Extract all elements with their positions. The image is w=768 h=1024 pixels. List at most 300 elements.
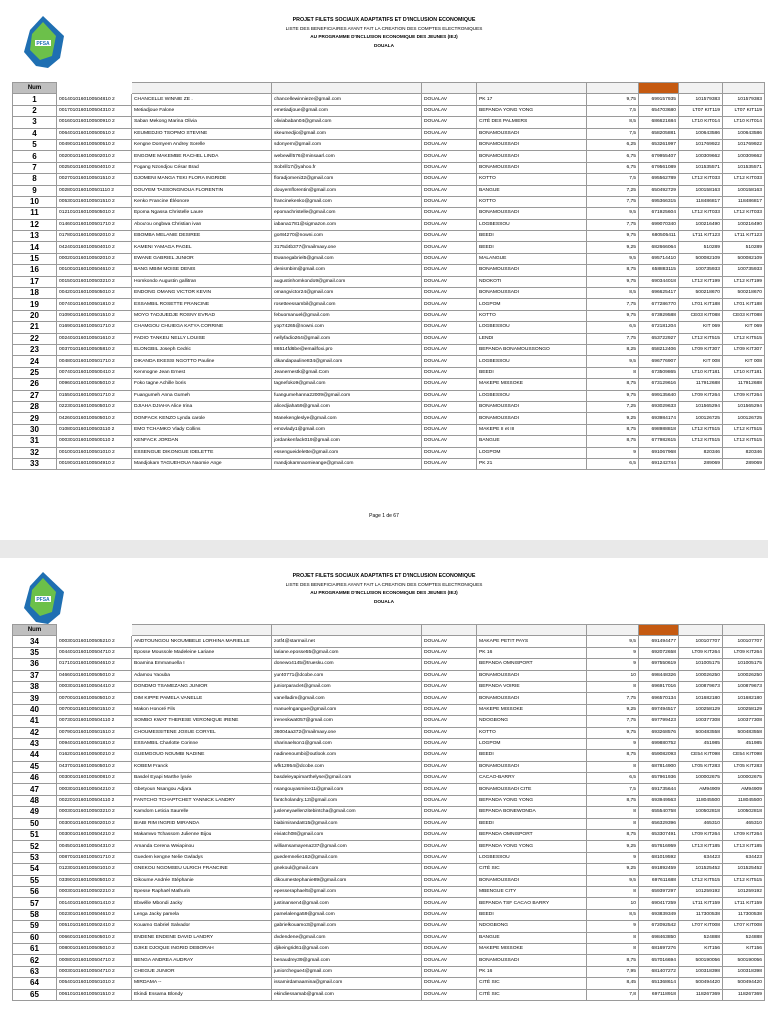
phone-cell: 690417259 (639, 898, 679, 909)
phone-cell: 696917016 (639, 681, 679, 692)
phone-cell: 673129616 (639, 379, 679, 390)
site-cell: DOUALAV (422, 447, 477, 458)
email-cell: francinekenko@gmail.com (272, 196, 422, 207)
phone-cell: 679561089 (639, 162, 679, 173)
email-cell: iabanа1781@sigmazon.com (272, 219, 422, 230)
score-cell: 6,5 (587, 322, 639, 333)
phone-cell: 696776907 (639, 356, 679, 367)
beneficiary-id-cell: 0061010160100501510 2 (57, 989, 132, 1000)
table-row (13, 344, 765, 355)
account-number-copy-cell: LT10 KIT014 (723, 117, 765, 128)
neighborhood-cell: BONAMOUSSADI (477, 139, 587, 150)
account-number-copy-cell: 500082109 (723, 253, 765, 264)
phone-cell: 654703680 (639, 105, 679, 116)
score-cell: 7,25 (587, 185, 639, 196)
account-number-copy-cell: 117912688 (723, 379, 765, 390)
beneficiary-name-cell: Kenmogne Jean Ernest (132, 367, 272, 378)
score-cell: 8,75 (587, 265, 639, 276)
neighborhood-cell: LOGPOM (477, 447, 587, 458)
email-cell: dvdendene@gmail.com (272, 932, 422, 943)
header-cell (422, 625, 477, 636)
table-row (13, 864, 765, 875)
phone-cell: 657961936 (639, 773, 679, 784)
account-number-cell: 100126725 (679, 413, 723, 424)
site-cell: DOUALAV (422, 390, 477, 401)
neighborhood-cell: NDOKOTI (477, 276, 587, 287)
beneficiary-name-cell: MOYO TADJUEDJE ROSNY EVRAD (132, 310, 272, 321)
account-number-cell: 101769922 (679, 139, 723, 150)
neighborhood-cell: BEPANDA TSF CACAO BARRY (477, 898, 587, 909)
account-number-copy-cell: 118045500 (723, 795, 765, 806)
beneficiary-name-cell: BANG MBIM MOISE DENIS (132, 265, 272, 276)
beneficiary-name-cell: Fuangumeh Anna Gumeh (132, 390, 272, 401)
beneficiary-id-cell: 0437010160100505010 2 (57, 761, 132, 772)
site-cell: DOUALAV (422, 943, 477, 954)
email-cell: ekindiessamab@gmail.com (272, 989, 422, 1000)
neighborhood-cell: CITÉ SIC (477, 978, 587, 989)
score-cell: 9 (587, 447, 639, 458)
beneficiary-id-cell: 0037010160100505810 2 (57, 344, 132, 355)
neighborhood-cell: BEPANDA BONEWONDA (477, 807, 587, 818)
document-subtitle: LISTE DES BENEFICIAIRES AYANT FAIT LA CREATION DES COMPTES ELECTRONIQUES (285, 25, 483, 31)
site-cell: DOUALAV (422, 288, 477, 299)
site-cell: DOUALAV (422, 117, 477, 128)
site-cell: DOUALAV (422, 727, 477, 738)
site-cell: DOUALAV (422, 185, 477, 196)
account-number-cell: 100502818 (679, 807, 723, 818)
account-number-copy-cell: CE54 KIT098 (723, 750, 765, 761)
row-number-cell: 30 (13, 424, 57, 435)
table-header-row (13, 625, 765, 636)
score-cell: 8,45 (587, 978, 639, 989)
row-number-cell: 57 (13, 898, 57, 909)
neighborhood-cell: BONAMOUSSADI (477, 288, 587, 299)
account-number-cell: 100216490 (679, 219, 723, 230)
account-number-copy-cell: LT12 KIT515 (723, 424, 765, 435)
site-cell: DOUALAV (422, 333, 477, 344)
beneficiary-id-cell: 0003010160100502210 2 (57, 886, 132, 897)
row-number-cell: 1 (13, 94, 57, 105)
beneficiary-name-cell: FANTCHO TCHAPTCHET YANNICK LANDRY (132, 795, 272, 806)
phone-cell: 687814900 (639, 761, 679, 772)
row-number-cell: 2 (13, 105, 57, 116)
account-number-copy-cell: 100318398 (723, 966, 765, 977)
email-cell: 3175d4b377@mailmaxy.one (272, 242, 422, 253)
email-cell: floradjomeni32@gmail.com (272, 174, 422, 185)
table-row (13, 128, 765, 139)
table-row (13, 852, 765, 863)
site-cell: DOUALAV (422, 761, 477, 772)
account-number-copy-cell: LT11 KIT159 (723, 898, 765, 909)
score-cell: 9,75 (587, 276, 639, 287)
score-cell: 9,25 (587, 864, 639, 875)
table-row (13, 773, 765, 784)
email-cell: pamelalenga59@gmail.com (272, 909, 422, 920)
neighborhood-cell: MAKEPE II et III (477, 424, 587, 435)
row-number-cell: 65 (13, 989, 57, 1000)
row-number-cell: 27 (13, 390, 57, 401)
beneficiary-name-cell: Ebwélle Mbondi Jacky (132, 898, 272, 909)
score-cell: 9,75 (587, 94, 639, 105)
account-number-cell: LT12 KIT515 (679, 333, 723, 344)
table-row (13, 966, 765, 977)
score-cell: 9,5 (587, 356, 639, 367)
neighborhood-cell: MAKEPE MISSOKE (477, 379, 587, 390)
beneficiary-id-cell: 0003010160100503210 2 (57, 807, 132, 818)
beneficiary-name-cell: KEUMEDJIO TSOPMO STEVINE (132, 128, 272, 139)
beneficiary-id-cell: 0024010160100501610 2 (57, 333, 132, 344)
row-number-cell: 60 (13, 932, 57, 943)
account-number-copy-cell: LT09 KIT307 (723, 344, 765, 355)
score-cell: 8,75 (587, 830, 639, 841)
beneficiary-id-cell: 0048010160100501710 2 (57, 356, 132, 367)
table-row (13, 139, 765, 150)
beneficiary-id-cell: 0042010160100505010 2 (57, 288, 132, 299)
account-number-copy-cell: LT12 KIT033 (723, 208, 765, 219)
beneficiary-id-cell: 0020010160100502010 2 (57, 151, 132, 162)
beneficiary-name-cell: Metiadjoue Falone (132, 105, 272, 116)
email-cell: vanelladim@gmail.com (272, 693, 422, 704)
account-number-copy-cell: LT09 KIT264 (723, 830, 765, 841)
table-row (13, 151, 765, 162)
beneficiary-name-cell: DONDMO TSAMEZANG JUNIOR (132, 681, 272, 692)
table-row (13, 253, 765, 264)
score-cell: 9,25 (587, 242, 639, 253)
account-number-copy-cell: 500190056 (723, 955, 765, 966)
row-number-cell: 3 (13, 117, 57, 128)
account-number-copy-cell: LT12 KIT515 (723, 333, 765, 344)
beneficiary-name-cell: Amanda Cerena Weiapinou (132, 841, 272, 852)
beneficiary-name-cell: DOUYEM TASSONGNOUA FLORENTIN (132, 185, 272, 196)
neighborhood-cell: LOGPOM (477, 738, 587, 749)
header-cell (477, 83, 587, 94)
account-number-cell: LT12 KIT033 (679, 174, 723, 185)
table-row (13, 94, 765, 105)
site-cell: DOUALAV (422, 693, 477, 704)
row-number-cell: 19 (13, 299, 57, 310)
account-number-copy-cell: 100002675 (723, 773, 765, 784)
score-cell: 8 (587, 886, 639, 897)
table-row (13, 208, 765, 219)
beneficiary-name-cell: ENGOME MAKEMBE RACHEL LINDA (132, 151, 272, 162)
table-row (13, 716, 765, 727)
document-page-2 (0, 558, 768, 1024)
score-cell: 8,75 (587, 955, 639, 966)
account-number-cell: LT09 KIT264 (679, 830, 723, 841)
phone-cell: 698463850 (639, 932, 679, 943)
email-cell: omangvictor24@gmail.com (272, 288, 422, 299)
phone-cell: 697799423 (639, 716, 679, 727)
site-cell: DOUALAV (422, 219, 477, 230)
beneficiary-name-cell: Abou'ou ongbwa Christian ivan (132, 219, 272, 230)
row-number-cell: 18 (13, 288, 57, 299)
beneficiary-name-cell: GNEKOU NGOMSEU ULRICH FRANCINE (132, 864, 272, 875)
account-number-copy-cell: LT10 KIT181 (723, 367, 765, 378)
beneficiary-id-cell: 0074010160100501810 2 (57, 299, 132, 310)
neighborhood-cell: BANGUE (477, 436, 587, 447)
score-cell: 8,75 (587, 750, 639, 761)
site-cell: DOUALAV (422, 807, 477, 818)
table-row (13, 693, 765, 704)
beneficiary-name-cell: CHANCELLE WINNIE ZE . (132, 94, 272, 105)
email-cell: denismbim@gmail.com (272, 265, 422, 276)
account-number-copy-cell: 101005175 (723, 659, 765, 670)
site-cell: DOUALAV (422, 299, 477, 310)
account-number-cell: 100158163 (679, 185, 723, 196)
site-cell: DOUALAV (422, 841, 477, 852)
beneficiary-id-cell: 0023010160100504610 2 (57, 909, 132, 920)
account-number-cell: 101005175 (679, 659, 723, 670)
table-row (13, 413, 765, 424)
account-number-cell: KIT 069 (679, 322, 723, 333)
phone-cell: 677982615 (639, 436, 679, 447)
account-number-cell: 100735933 (679, 265, 723, 276)
phone-cell: 658883115 (639, 265, 679, 276)
account-number-cell: 117912688 (679, 379, 723, 390)
score-cell: 6,5 (587, 773, 639, 784)
score-cell: 6,75 (587, 151, 639, 162)
site-cell: DOUALAV (422, 356, 477, 367)
account-number-copy-cell: 100879673 (723, 681, 765, 692)
site-cell: DOUALAV (422, 401, 477, 412)
site-cell: DOUALAV (422, 322, 477, 333)
table-row (13, 704, 765, 715)
account-number-copy-cell: 100309662 (723, 151, 765, 162)
site-cell: DOUALAV (422, 886, 477, 897)
row-number-cell: 49 (13, 807, 57, 818)
neighborhood-cell: BEPANDA YONG YONG (477, 841, 587, 852)
beneficiary-id-cell: 0424010160100504010 2 (57, 242, 132, 253)
phone-cell: 656329396 (639, 818, 679, 829)
email-cell: gnekoul@gmail.com (272, 864, 422, 875)
email-cell: guedemnelie162@gmail.com (272, 852, 422, 863)
site-cell: DOUALAV (422, 989, 477, 1000)
account-number-copy-cell: 510289 (723, 242, 765, 253)
email-cell: donewo4145@truesku.com (272, 659, 422, 670)
beneficiary-id-cell: 0087010160100501710 2 (57, 852, 132, 863)
phone-cell: 691494477 (639, 636, 679, 647)
city-name: DOUALA (373, 42, 395, 48)
beneficiary-id-cell: 0094010160100501810 2 (57, 738, 132, 749)
score-cell: 8 (587, 681, 639, 692)
neighborhood-cell: LOGBESSOU (477, 852, 587, 863)
score-cell: 9,5 (587, 208, 639, 219)
neighborhood-cell: BEPANDA OMNISPORT (477, 830, 587, 841)
row-number-cell: 40 (13, 704, 57, 715)
table-row (13, 807, 765, 818)
email-cell: eiviatch08@gmail.com (272, 830, 422, 841)
table-row (13, 886, 765, 897)
row-number-cell: 61 (13, 943, 57, 954)
beneficiary-id-cell: 0003010160100504410 2 (57, 681, 132, 692)
phone-cell: 671925604 (639, 208, 679, 219)
beneficiary-id-cell: 0108010160100503110 2 (57, 424, 132, 435)
site-cell: DOUALAV (422, 162, 477, 173)
score-cell: 7,75 (587, 299, 639, 310)
beneficiary-id-cell: 0123010160100501010 2 (57, 864, 132, 875)
beneficiary-id-cell: 0044010160100504710 2 (57, 647, 132, 658)
account-number-cell: LT12 KIT515 (679, 436, 723, 447)
table-row (13, 818, 765, 829)
phone-cell: 672092542 (639, 921, 679, 932)
beneficiary-name-cell: Lenga Jacky pamela (132, 909, 272, 920)
neighborhood-cell: BONAMOUSSADI (477, 761, 587, 772)
table-row (13, 185, 765, 196)
beneficiary-name-cell: DJOMENI MANGA TEKI FLORA INGRIDE (132, 174, 272, 185)
row-number-cell: 32 (13, 447, 57, 458)
score-cell: 8 (587, 818, 639, 829)
score-cell: 8,5 (587, 909, 639, 920)
score-cell: 6,5 (587, 458, 639, 469)
neighborhood-cell: BONAMOUSSADI (477, 413, 587, 424)
site-cell: DOUALAV (422, 704, 477, 715)
account-number-copy-cell: LT11 KIT123 (723, 231, 765, 242)
account-number-cell: LT12 KIT199 (679, 276, 723, 287)
row-number-cell: 29 (13, 413, 57, 424)
beneficiary-id-cell: 0066010160100505010 2 (57, 932, 132, 943)
beneficiary-name-cell: EMO TCHAMKO Vlady Collins (132, 424, 272, 435)
table-row (13, 105, 765, 116)
beneficiary-id-cell: 0079010160100501510 2 (57, 727, 132, 738)
account-number-cell: 100879673 (679, 681, 723, 692)
header-cell (132, 83, 272, 94)
beneficiary-name-cell: CHEGUE JUNIOR (132, 966, 272, 977)
email-cell: dikandapauline834@gmail.com (272, 356, 422, 367)
account-number-cell: LT09 KIT264 (679, 647, 723, 658)
beneficiary-name-cell: Foko tagne Achille boris (132, 379, 272, 390)
email-cell: emetiadjoue@gmail.com (272, 105, 422, 116)
table-row (13, 219, 765, 230)
neighborhood-cell: KOTTO (477, 196, 587, 207)
table-row (13, 978, 765, 989)
neighborhood-cell: MALANGUE (477, 253, 587, 264)
account-number-copy-cell: KIT 008 (723, 356, 765, 367)
account-number-copy-cell: KIT 069 (723, 322, 765, 333)
account-number-cell: 100258129 (679, 704, 723, 715)
neighborhood-cell: BEPANDA YONG YONG (477, 795, 587, 806)
account-number-cell: LT07 KIT119 (679, 105, 723, 116)
account-number-copy-cell: 101579383 (723, 94, 765, 105)
account-number-copy-cell: LT05 KIT283 (723, 761, 765, 772)
table-row (13, 367, 765, 378)
phone-cell: 699157935 (639, 94, 679, 105)
row-number-cell: 22 (13, 333, 57, 344)
beneficiary-name-cell: Basdel Eyapi Marthe lyséе (132, 773, 272, 784)
beneficiary-id-cell: 0014010160100504810 2 (57, 94, 132, 105)
account-number-copy-cell: LT12 KIT515 (723, 875, 765, 886)
account-number-copy-cell: 100216490 (723, 219, 765, 230)
neighborhood-cell: BEPANDA YONG YONG (477, 105, 587, 116)
phone-cell: 681407272 (639, 966, 679, 977)
document-subtitle: LISTE DES BENEFICIAIRES AYANT FAIT LA CREATION DES COMPTES ELECTRONIQUES (285, 581, 483, 587)
email-cell: fantcholandry.12@gmail.com (272, 795, 422, 806)
beneficiary-name-cell: BENGA ANDREA AUDRAY (132, 955, 272, 966)
account-number-cell: 820346 (679, 447, 723, 458)
score-cell: 10 (587, 670, 639, 681)
document-title: PROJET FILETS SOCIAUX ADAPTATIFS ET D'INCLUSION ECONOMIQUE (292, 573, 476, 579)
beneficiary-id-cell: 0014010160100501410 2 (57, 898, 132, 909)
neighborhood-cell: CITÉ SIC (477, 989, 587, 1000)
header-cell (57, 625, 132, 636)
account-number-cell: LT09 KIT307 (679, 344, 723, 355)
account-number-cell: 465310 (679, 818, 723, 829)
score-cell: 8 (587, 807, 639, 818)
beneficiary-id-cell: 0121010160100505010 2 (57, 208, 132, 219)
email-cell: douyemflorentin@gmail.com (272, 185, 422, 196)
email-cell: yop74265@nowni.com (272, 322, 422, 333)
account-number-cell: 100107707 (679, 636, 723, 647)
site-cell: DOUALAV (422, 795, 477, 806)
score-cell: 7,95 (587, 966, 639, 977)
site-cell: DOUALAV (422, 139, 477, 150)
table-row (13, 750, 765, 761)
site-cell: DOUALAV (422, 830, 477, 841)
beneficiary-id-cell: 0028010160100501110 2 (57, 185, 132, 196)
phone-cell: 677286770 (639, 299, 679, 310)
account-number-copy-cell: 500483558 (723, 727, 765, 738)
phone-cell: 696570134 (639, 693, 679, 704)
score-cell: 9,5 (587, 636, 639, 647)
account-number-copy-cell: 100377308 (723, 716, 765, 727)
beneficiary-id-cell: 0030010160100500810 2 (57, 773, 132, 784)
email-cell: yur40771@dcobe.com (272, 670, 422, 681)
row-number-cell: 14 (13, 242, 57, 253)
phone-cell: 693029633 (639, 401, 679, 412)
neighborhood-cell: KOTTO (477, 727, 587, 738)
account-number-copy-cell: 118486817 (723, 196, 765, 207)
neighborhood-cell: MBENGUE CITY (477, 886, 587, 897)
neighborhood-cell: LOGBESSOU (477, 356, 587, 367)
email-cell: gabrielkouamo3@gmail.com (272, 921, 422, 932)
phone-cell: 696625417 (639, 288, 679, 299)
row-number-cell: 8 (13, 174, 57, 185)
beneficiary-name-cell: Kamdom Leticia Saurelle (132, 807, 272, 818)
neighborhood-cell: BONAMOUSSADI (477, 693, 587, 704)
row-number-cell: 56 (13, 886, 57, 897)
beneficiary-name-cell: KAMENI YAMAGA PAGEL (132, 242, 272, 253)
table-row (13, 921, 765, 932)
row-number-cell: 5 (13, 139, 57, 150)
table-row (13, 727, 765, 738)
row-number-cell: 16 (13, 265, 57, 276)
document-header (0, 16, 768, 50)
site-cell: DOUALAV (422, 716, 477, 727)
row-number-cell: 15 (13, 253, 57, 264)
beneficiary-name-cell: KOBEM Franck (132, 761, 272, 772)
beneficiary-id-cell: 0178010160100502010 2 (57, 231, 132, 242)
neighborhood-cell: BEPANDA VOIRIE (477, 681, 587, 692)
site-cell: DOUALAV (422, 424, 477, 435)
table-row (13, 276, 765, 287)
beneficiary-name-cell: MIRDAMA -- (132, 978, 272, 989)
email-cell: basdeleyapimarthelyse@gmail.com (272, 773, 422, 784)
email-cell: 36004aa372@mailmaxy.one (272, 727, 422, 738)
phone-cell: 693984174 (639, 413, 679, 424)
site-cell: DOUALAV (422, 636, 477, 647)
site-cell: DOUALAV (422, 659, 477, 670)
table-row (13, 333, 765, 344)
email-cell: essengueidelette@gmail.com (272, 447, 422, 458)
email-cell: 86514fd6be@emailfoxi.pro (272, 344, 422, 355)
beneficiary-id-cell: 0155010160100501710 2 (57, 390, 132, 401)
email-cell: epesseraphael5@gmail.com (272, 886, 422, 897)
account-number-cell: 101535571 (679, 162, 723, 173)
beneficiary-id-cell: 0070010160100505010 2 (57, 693, 132, 704)
score-cell: 10 (587, 898, 639, 909)
site-cell: DOUALAV (422, 784, 477, 795)
score-cell: 8,75 (587, 795, 639, 806)
table-row (13, 390, 765, 401)
